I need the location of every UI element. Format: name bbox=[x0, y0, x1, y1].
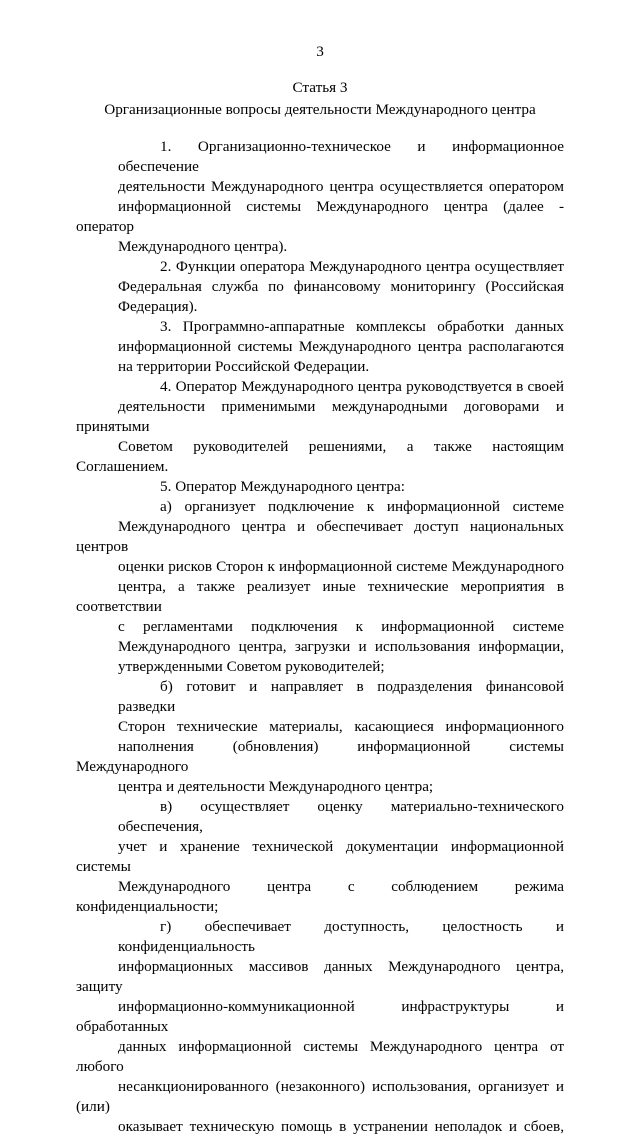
paragraph-line: в) осуществляет оценку материально-технического обеспечения, bbox=[118, 798, 564, 835]
paragraph-line: деятельности Международного центра осуществляется оператором bbox=[118, 178, 564, 195]
document-body bbox=[76, 137, 564, 1137]
page-number: 3 bbox=[316, 43, 324, 60]
paragraph-line: 3. Программно-аппаратные комплексы обработки данных bbox=[160, 318, 564, 335]
paragraph-line: 2. Функции оператора Международного центра осуществляет bbox=[160, 258, 564, 275]
paragraph-line: Федеральная служба по финансовому мониторингу (Российская bbox=[118, 278, 564, 295]
paragraph-line: Советом руководителей решениями, а также настоящим Соглашением. bbox=[76, 438, 564, 475]
paragraph-line: деятельности применимыми международными договорами и принятыми bbox=[76, 398, 564, 435]
paragraph-line: 5. Оператор Международного центра: bbox=[160, 478, 405, 495]
paragraph bbox=[76, 317, 564, 377]
paragraph-line: утвержденными Советом руководителей; bbox=[118, 658, 385, 675]
paragraph-line: Международного центра). bbox=[118, 238, 288, 255]
paragraph-line: учет и хранение технической документации информационной системы bbox=[76, 838, 564, 875]
paragraph-line: наполнения (обновления) информационной системы Международного bbox=[76, 738, 564, 775]
paragraph-line: информационной системы Международного центра располагаются bbox=[118, 338, 564, 355]
paragraph-line: информационно-коммуникационной инфраструктуры и обработанных bbox=[76, 998, 564, 1035]
paragraph bbox=[76, 917, 564, 1137]
paragraph-line: 1. Организационно-техническое и информационное обеспечение bbox=[118, 138, 564, 175]
paragraph-line: а) организует подключение к информационной системе bbox=[160, 498, 564, 515]
article-title: Статья 3 bbox=[292, 79, 348, 96]
paragraph bbox=[76, 497, 564, 677]
paragraph-line: Федерация). bbox=[118, 298, 198, 315]
paragraph-line: г) обеспечивает доступность, целостность и конфиденциальность bbox=[118, 918, 564, 955]
paragraph bbox=[76, 677, 564, 797]
paragraph-line: б) готовит и направляет в подразделения финансовой разведки bbox=[118, 678, 564, 715]
paragraph bbox=[76, 137, 564, 257]
paragraph-line: информационной системы Международного центра (далее - оператор bbox=[76, 198, 564, 235]
paragraph bbox=[76, 797, 564, 917]
paragraph-line: на территории Российской Федерации. bbox=[118, 358, 370, 375]
paragraph-line: Международного центра и обеспечивает доступ национальных центров bbox=[76, 518, 564, 555]
paragraph-line: Международного центра с соблюдением режима конфиденциальности; bbox=[76, 878, 564, 915]
paragraph-line: с регламентами подключения к информационной системе bbox=[118, 618, 564, 635]
article-heading: Организационные вопросы деятельности Международного центра bbox=[104, 101, 536, 118]
paragraph bbox=[76, 257, 564, 317]
paragraph-line: 4. Оператор Международного центра руководствуется в своей bbox=[160, 378, 564, 395]
paragraph-line: данных информационной системы Международного центра от любого bbox=[76, 1038, 564, 1075]
paragraph-line: информационных массивов данных Международного центра, защиту bbox=[76, 958, 564, 995]
paragraph-line: Международного центра, загрузки и использования информации, bbox=[118, 638, 564, 655]
paragraph bbox=[76, 477, 564, 497]
paragraph bbox=[76, 377, 564, 477]
paragraph-line: оказывает техническую помощь в устранении неполадок и сбоев, bbox=[118, 1118, 564, 1135]
paragraph-line: оценки рисков Сторон к информационной системе Международного bbox=[118, 558, 564, 575]
paragraph-line: центра и деятельности Международного центра; bbox=[118, 778, 434, 795]
paragraph-line: несанкционированного (незаконного) использования, организует и (или) bbox=[76, 1078, 564, 1115]
paragraph-line: центра, а также реализует иные технические мероприятия в соответствии bbox=[76, 578, 564, 615]
paragraph-line: Сторон технические материалы, касающиеся информационного bbox=[118, 718, 564, 735]
